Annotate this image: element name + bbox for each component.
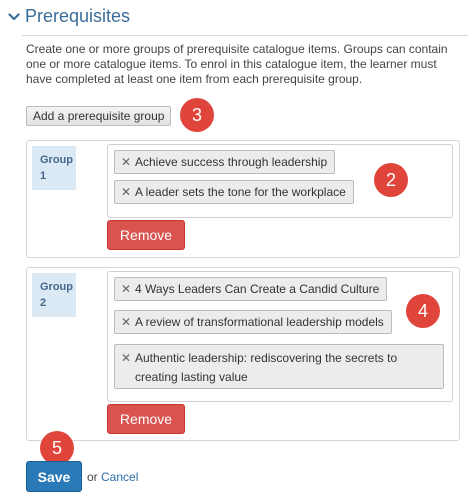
group-label-number: 1 <box>40 170 47 182</box>
catalogue-item-chip <box>114 180 354 204</box>
close-icon[interactable]: ✕ <box>121 185 132 199</box>
catalogue-item-label: Achieve success through leadership <box>135 155 328 169</box>
catalogue-item-chip <box>114 344 444 389</box>
catalogue-item-label: 4 Ways Leaders Can Create a Candid Culture <box>135 282 380 296</box>
add-prerequisite-group-button[interactable]: Add a prerequisite group <box>26 106 171 126</box>
close-icon[interactable]: ✕ <box>121 282 132 296</box>
remove-group-1-button[interactable]: Remove <box>107 220 185 250</box>
step-badge-5: 5 <box>40 431 74 465</box>
group-label-number: 2 <box>40 297 47 309</box>
group-label <box>32 273 76 317</box>
or-text: or <box>87 470 98 484</box>
step-badge-3: 3 <box>180 98 214 132</box>
header-divider <box>22 35 468 36</box>
chevron-down-icon[interactable] <box>8 11 20 23</box>
catalogue-item-label: A leader sets the tone for the workplace <box>135 185 346 199</box>
prerequisite-group-1 <box>26 140 460 258</box>
section-title: Prerequisites <box>25 6 131 26</box>
cancel-link[interactable]: Cancel <box>101 470 139 484</box>
save-button[interactable]: Save <box>26 461 82 492</box>
group-items-box[interactable] <box>107 271 453 402</box>
catalogue-item-label: Authentic leadership: rediscovering the secrets to <box>135 351 398 365</box>
prerequisite-group-2 <box>26 267 460 441</box>
remove-group-2-button[interactable]: Remove <box>107 404 185 434</box>
close-icon[interactable]: ✕ <box>121 155 132 169</box>
step-badge-2: 2 <box>374 163 408 197</box>
catalogue-item-chip <box>114 310 392 334</box>
catalogue-item-label-continued: creating lasting value <box>135 370 248 384</box>
section-description: Create one or more groups of prerequisite catalogue items. Groups can contain one or more catalogue items. To enrol in this catalogue item, the learner must have completed at least one item from each prerequisite group. <box>26 42 448 86</box>
section-header[interactable] <box>8 6 130 27</box>
group-label-word: Group <box>40 281 73 293</box>
close-icon[interactable]: ✕ <box>121 315 132 329</box>
catalogue-item-chip <box>114 150 335 174</box>
group-label <box>32 146 76 190</box>
catalogue-item-label: A review of transformational leadership models <box>135 315 384 329</box>
close-icon[interactable]: ✕ <box>121 351 132 365</box>
group-label-word: Group <box>40 154 73 166</box>
step-badge-4: 4 <box>406 294 440 328</box>
catalogue-item-chip <box>114 277 387 301</box>
